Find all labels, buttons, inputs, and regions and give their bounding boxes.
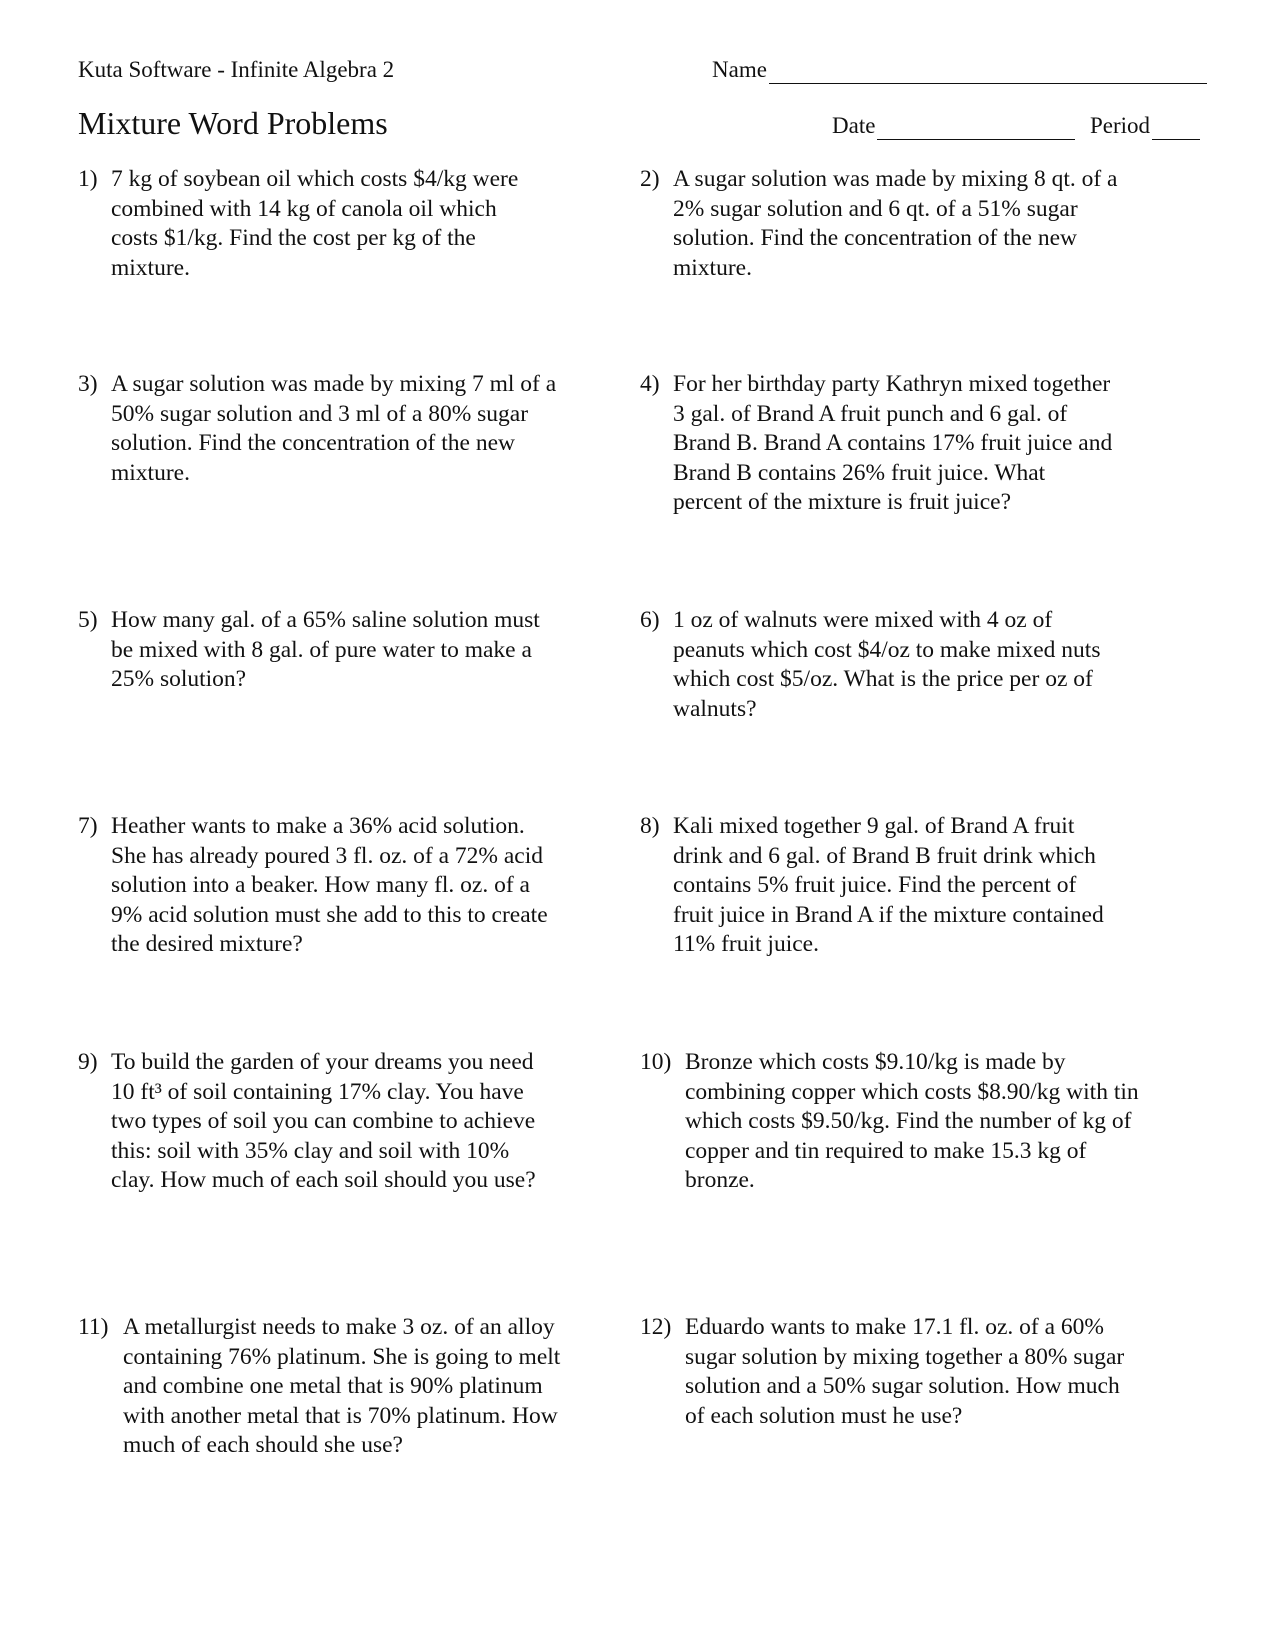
problem-number: 6) bbox=[640, 607, 660, 633]
problem-number: 3) bbox=[78, 371, 98, 397]
problem-5 bbox=[78, 606, 548, 695]
problem-1 bbox=[78, 165, 548, 283]
problem-7 bbox=[78, 812, 558, 960]
problem-8 bbox=[640, 812, 1110, 960]
problem-9 bbox=[78, 1048, 558, 1196]
name-field bbox=[712, 56, 1207, 84]
problem-text: For her birthday party Kathryn mixed together 3 gal. of Brand A fruit punch and 6 gal. of Brand B. Brand A contains 17% fruit juice and Brand B contains 26% fruit juice. What percent of the mixture is fruit juice? bbox=[673, 371, 1113, 515]
problem-number: 5) bbox=[78, 607, 98, 633]
problem-4 bbox=[640, 370, 1120, 518]
problem-text: Bronze which costs $9.10/kg is made by combining copper which costs $8.90/kg with tin which costs $9.50/kg. Find the number of kg of copper and tin required to make 15.3 kg of bronze. bbox=[685, 1049, 1139, 1193]
problem-text: A sugar solution was made by mixing 8 qt. of a 2% sugar solution and 6 qt. of a 51% sugar solution. Find the concentration of the new mixture. bbox=[673, 166, 1118, 281]
period-blank bbox=[1152, 117, 1200, 140]
problem-number: 10) bbox=[640, 1049, 672, 1075]
worksheet-title: Mixture Word Problems bbox=[78, 105, 388, 141]
problem-text: A sugar solution was made by mixing 7 ml of a 50% sugar solution and 3 ml of a 80% sugar solution. Find the concentration of the new mixture. bbox=[111, 371, 557, 486]
problem-2 bbox=[640, 165, 1120, 283]
problem-text: 1 oz of walnuts were mixed with 4 oz of peanuts which cost $4/oz to make mixed nuts which cost $5/oz. What is the price per oz of walnuts? bbox=[673, 607, 1101, 722]
problem-number: 2) bbox=[640, 166, 660, 192]
problem-number: 9) bbox=[78, 1049, 98, 1075]
period-field bbox=[1090, 112, 1200, 140]
date-blank bbox=[877, 117, 1075, 140]
problem-text: Kali mixed together 9 gal. of Brand A fruit drink and 6 gal. of Brand B fruit drink which contains 5% fruit juice. Find the percent of fruit juice in Brand A if the mixture contained 11% fruit juice. bbox=[673, 813, 1104, 957]
problem-number: 12) bbox=[640, 1314, 672, 1340]
publisher-line: Kuta Software - Infinite Algebra 2 bbox=[78, 57, 395, 82]
problem-11 bbox=[78, 1313, 568, 1461]
problem-10 bbox=[640, 1048, 1140, 1196]
problem-6 bbox=[640, 606, 1110, 724]
problem-number: 1) bbox=[78, 166, 98, 192]
problem-text: Eduardo wants to make 17.1 fl. oz. of a 60% sugar solution by mixing together a 80% sugar solution and a 50% sugar solution. How much of each solution must he use? bbox=[685, 1314, 1125, 1429]
problem-number: 11) bbox=[78, 1314, 109, 1340]
date-field bbox=[832, 112, 1075, 140]
name-label: Name bbox=[712, 57, 767, 82]
problem-text: 7 kg of soybean oil which costs $4/kg were combined with 14 kg of canola oil which costs $1/kg. Find the cost per kg of the mixture. bbox=[111, 166, 519, 281]
name-blank bbox=[769, 61, 1207, 84]
problem-number: 8) bbox=[640, 813, 660, 839]
problem-3 bbox=[78, 370, 558, 488]
period-label: Period bbox=[1090, 113, 1151, 138]
problem-12 bbox=[640, 1313, 1130, 1431]
problem-text: How many gal. of a 65% saline solution must be mixed with 8 gal. of pure water to make a 25% solution? bbox=[111, 607, 540, 692]
problem-number: 7) bbox=[78, 813, 98, 839]
problem-number: 4) bbox=[640, 371, 660, 397]
problem-text: To build the garden of your dreams you need 10 ft³ of soil containing 17% clay. You have two types of soil you can combine to achieve this: soil with 35% clay and soil with 10% clay. How much of each soil should you use? bbox=[111, 1049, 536, 1193]
problem-text: Heather wants to make a 36% acid solution. She has already poured 3 fl. oz. of a 72% acid solution into a beaker. How many fl. oz. of a 9% acid solution must she add to this to create the desired mixture? bbox=[111, 813, 548, 957]
date-label: Date bbox=[832, 113, 876, 138]
problem-text: A metallurgist needs to make 3 oz. of an alloy containing 76% platinum. She is going to melt and combine one metal that is 90% platinum with another metal that is 70% platinum. How much of each should she use? bbox=[123, 1314, 561, 1458]
